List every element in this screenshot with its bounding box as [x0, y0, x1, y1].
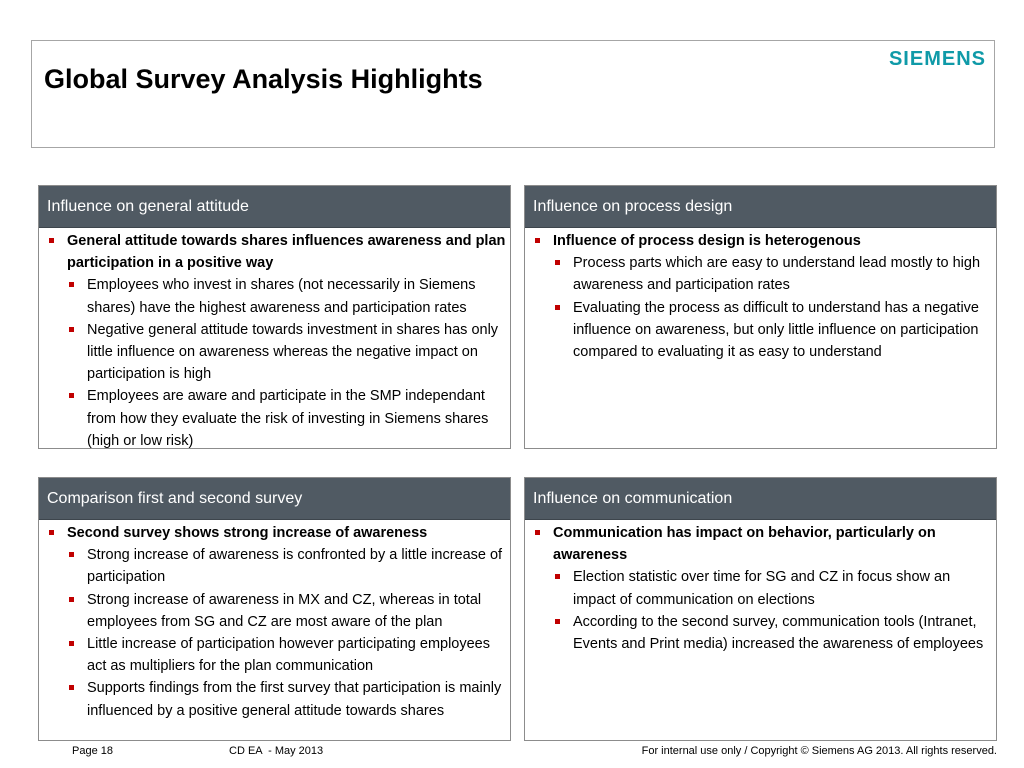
- footer-date: CD EA - May 2013: [229, 745, 324, 757]
- footer-page-number: Page 18: [72, 745, 113, 757]
- panel-header: Influence on general attitude: [39, 186, 510, 228]
- panel-body: [39, 228, 510, 452]
- panel-body: [525, 520, 996, 655]
- panel-header: Influence on communication: [525, 478, 996, 520]
- main-bullet: Influence of process design is heterogenous: [533, 230, 992, 252]
- panel-communication: [524, 477, 997, 741]
- sub-bullet: Election statistic over time for SG and CZ in focus show an impact of communication on elections: [533, 566, 992, 610]
- panel-general-attitude: [38, 185, 511, 449]
- panel-header: Comparison first and second survey: [39, 478, 510, 520]
- page-title: Global Survey Analysis Highlights: [44, 64, 483, 94]
- panel-body: [39, 520, 510, 722]
- panel-header: Influence on process design: [525, 186, 996, 228]
- panel-survey-comparison: [38, 477, 511, 741]
- sub-bullet: Strong increase of awareness is confronted by a little increase of participation: [47, 544, 506, 588]
- sub-bullet: Supports findings from the first survey that participation is mainly influenced by a positive general attitude towards shares: [47, 677, 506, 721]
- main-bullet: General attitude towards shares influences awareness and plan participation in a positive way: [47, 230, 506, 274]
- panel-process-design: [524, 185, 997, 449]
- panel-body: [525, 228, 996, 363]
- sub-bullet: Evaluating the process as difficult to understand has a negative influence on awareness, but only little influence on participation compared to evaluating it as easy to understand: [533, 297, 992, 364]
- siemens-logo: SIEMENS: [888, 48, 986, 70]
- sub-bullet: Little increase of participation however participating employees act as multipliers for the plan communication: [47, 633, 506, 677]
- main-bullet: Communication has impact on behavior, particularly on awareness: [533, 522, 992, 566]
- sub-bullet: According to the second survey, communication tools (Intranet, Events and Print media) increased the awareness of employees: [533, 611, 992, 655]
- sub-bullet: Strong increase of awareness in MX and CZ, whereas in total employees from SG and CZ are most aware of the plan: [47, 589, 506, 633]
- sub-bullet: Process parts which are easy to understand lead mostly to high awareness and participation rates: [533, 252, 992, 296]
- sub-bullet: Negative general attitude towards investment in shares has only little influence on awareness whereas the negative impact on participation is high: [47, 319, 506, 386]
- main-bullet: Second survey shows strong increase of awareness: [47, 522, 506, 544]
- sub-bullet: Employees are aware and participate in the SMP independant from how they evaluate the risk of investing in Siemens shares (high or low risk): [47, 385, 506, 452]
- footer-copyright: For internal use only / Copyright © Siemens AG 2013. All rights reserved.: [641, 745, 997, 757]
- sub-bullet: Employees who invest in shares (not necessarily in Siemens shares) have the highest awareness and participation rates: [47, 274, 506, 318]
